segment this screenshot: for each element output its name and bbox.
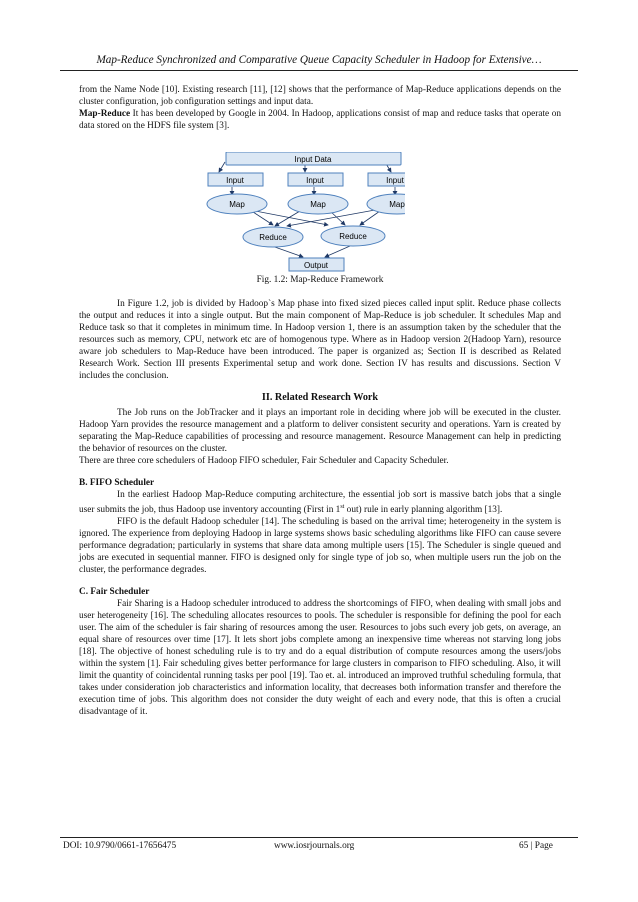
reduce-label-2: Reduce	[339, 232, 367, 241]
map-reduce-term: Map-Reduce	[79, 109, 131, 119]
input-label-3: Input	[386, 176, 404, 185]
paragraph-figure-description: In Figure 1.2, job is divided by Hadoop`s Map phase into fixed sized pieces called input split. Reduce phase collects the output and reduces it into a single output. But the main component of Map-Reduce is job scheduler. It schedules Map and Reduce task so that it completes in minimum time. In Hadoop version 1, there is an assumption taken by the scheduler that the resources such as memory, CPU, network etc are of homogenous type. Where as in Hadoop version 2(Hadoop Yarn), resource aware job schedulers to Map-Reduce have been introduced. The paper is organized as; Section II is described as Related Research Work. Section III presents Experimental setup and work done. Section IV has results and discussions. Section V includes the conclusion.	[79, 299, 561, 381]
input-label-2: Input	[306, 176, 324, 185]
map-label-3: Map	[389, 200, 405, 209]
running-title: Map-Reduce Synchronized and Comparative Queue Capacity Scheduler in Hadoop for Extensive…	[96, 54, 542, 66]
map-label-1: Map	[229, 200, 245, 209]
input-label-1: Input	[226, 176, 244, 185]
paragraph-name-node: from the Name Node [10]. Existing research [11], [12] shows that the performance of Map-Reduce applications depends on the cluster configuration, job configuration settings and input data.	[79, 85, 561, 107]
main-text	[79, 298, 561, 718]
footer-website: www.iosrjournals.org	[274, 841, 355, 851]
footer-rule	[60, 837, 578, 838]
footer-page-number: 65 | Page	[519, 841, 553, 851]
paragraph-fair-scheduler: Fair Sharing is a Hadoop scheduler introduced to address the shortcomings of FIFO, when dealing with small jobs and user heterogeneity [16]. The scheduling allocates resources to pools. The scheduler is responsible for defining the pool for each user. The aim of the scheduler is fair sharing of resources among the user. Resources to jobs such every job gets, on average, an equal share of resources over time [17]. It lets short jobs complete among an inexpensive time whereas not starving long jobs [18]. The objective of honest scheduling rule is to try and do a equal distribution of compute resources among the users/jobs within the system [1]. Fair scheduling gives better performance for large clusters in comparison to FIFO scheduling. Also, it will limit the quantity of coincidental running tasks per pool [19]. Tao et. al. introduced an improved truthful scheduling formula, that takes under consideration job characteristics and information locality, that decreases both information transfer and therefore the execution time of jobs. This algorithm does not consider the duty weight of each and every node, that this is often a crucial disadvantage of it.	[79, 599, 561, 718]
fifo-text-b: out) rule in early planning algorithm [13].	[344, 505, 503, 516]
footer-doi: DOI: 10.9790/0661-17656475	[63, 841, 177, 851]
paragraph-map-reduce	[79, 108, 561, 132]
section-heading-related-work: II. Related Research Work	[261, 392, 379, 403]
subsection-heading-fifo: B. FIFO Scheduler	[79, 478, 155, 488]
paragraph-core-schedulers: There are three core schedulers of Hadoop FIFO scheduler, Fair Scheduler and Capacity Scheduler.	[79, 456, 449, 466]
subsection-heading-fair: C. Fair Scheduler	[79, 587, 150, 598]
input-data-label: Input Data	[294, 155, 332, 164]
intro-text	[79, 84, 561, 132]
paragraph-jobtracker: The Job runs on the JobTracker and it plays an important role in deciding where job will be executed in the cluster. Hadoop Yarn provides the resource management and a platform to deliver consistent security and operations. Yarn is created by separating the Map-Reduce capabilities of processing and resource management. Resource Management can help in predicting the behavior of resources on the cluster.	[79, 408, 561, 454]
output-label: Output	[303, 261, 329, 270]
map-reduce-diagram	[205, 152, 405, 272]
map-reduce-definition: It has been developed by Google in 2004. In Hadoop, applications consist of map and reduce tasks that operate on data stored on the HDFS file system [3].	[79, 109, 561, 131]
reduce-label-1: Reduce	[259, 233, 287, 242]
header-rule	[60, 70, 578, 71]
paragraph-fifo-origin	[79, 489, 561, 516]
figure-caption: Fig. 1.2: Map-Reduce Framework	[256, 275, 384, 285]
map-label-2: Map	[310, 200, 326, 209]
fifo-text-a: In the earliest Hadoop Map-Reduce computing architecture, the essential job sort is massive batch jobs that a single user submits the job, thus Hadoop use inventory accounting (First in 1	[79, 490, 561, 516]
paragraph-fifo-default: FIFO is the default Hadoop scheduler [14]. The scheduling is based on the arrival time; heterogeneity in the system is ignored. The experience from deploying Hadoop in large systems shows basic scheduling algorithms like FIFO can cause severe performance degradation; particularly in systems that share data among multiple users [15]. The Scheduler is single queued and jobs are executed in sequential manner. FIFO is designed only for single type of job so, when multiple users run the job on the cluster, the performance degrades.	[79, 517, 561, 576]
fifo-superscript: st	[340, 504, 345, 510]
